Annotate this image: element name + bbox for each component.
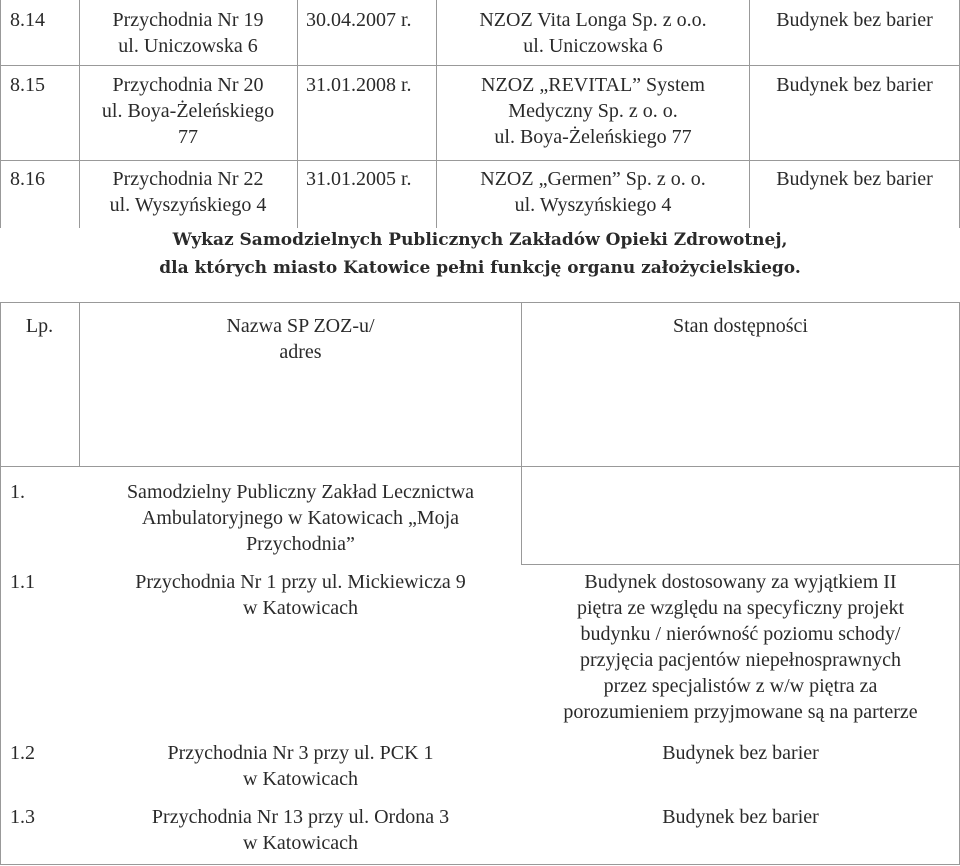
grid-line: [297, 0, 298, 228]
status-line: przyjęcia pacjentów niepełnosprawnych: [580, 649, 901, 671]
clinic-name-line: Przychodnia Nr 1 przy ul. Mickiewicza 9: [135, 571, 466, 593]
accessibility-status: Budynek bez barier: [776, 168, 933, 190]
clinic-name-line: Przychodnia Nr 20: [112, 74, 264, 96]
operator-name: [437, 7, 749, 59]
facility-name: [80, 479, 521, 557]
grid-line: [0, 466, 960, 467]
clinic-address-line: ul. Uniczowska 6: [118, 35, 258, 57]
clinic-name-line: Przychodnia Nr 19: [112, 9, 264, 31]
header-name: [80, 313, 521, 365]
clinic-name: [80, 7, 296, 59]
row-lp: 8.16: [10, 168, 45, 190]
grid-line: [0, 0, 1, 228]
grid-line: [0, 302, 960, 303]
row-lp: 1.: [10, 481, 25, 503]
grid-line: [521, 466, 522, 564]
row-date: 30.04.2007 r.: [306, 9, 412, 31]
row-lp: 1.3: [10, 806, 35, 828]
status-line: porozumieniem przyjmowane są na parterze: [563, 701, 918, 723]
clinic-city-line: w Katowicach: [243, 768, 358, 790]
clinic-name-line: Przychodnia Nr 13 przy ul. Ordona 3: [151, 806, 450, 828]
header-name-line: adres: [279, 341, 322, 363]
section-title: [0, 226, 960, 282]
row-date: 31.01.2005 r.: [306, 168, 412, 190]
row-date: 31.01.2008 r.: [306, 74, 412, 96]
section-title-line: dla których miasto Katowice pełni funkcję organu założycielskiego.: [159, 258, 801, 278]
header-status: Stan dostępności: [673, 315, 808, 337]
operator-name: [437, 166, 749, 218]
operator-address-line: ul. Wyszyńskiego 4: [514, 194, 672, 216]
operator-line: NZOZ „REVITAL” System: [481, 74, 705, 96]
status-line: przez specjalistów z w/w piętra za: [603, 675, 878, 697]
accessibility-status: Budynek bez barier: [662, 806, 819, 828]
facility-name-line: Przychodnia”: [246, 533, 355, 555]
operator-line: NZOZ Vita Longa Sp. z o.o.: [479, 9, 707, 31]
section-title-line: Wykaz Samodzielnych Publicznych Zakładów Opieki Zdrowotnej,: [172, 230, 788, 250]
row-lp: 1.2: [10, 742, 35, 764]
clinic-name: [80, 804, 521, 856]
operator-line: Medyczny Sp. z o. o.: [508, 100, 678, 122]
header-lp: Lp.: [25, 315, 54, 337]
clinic-name-line: Przychodnia Nr 22: [112, 168, 264, 190]
accessibility-status: Budynek bez barier: [776, 9, 933, 31]
operator-line: NZOZ „Germen” Sp. z o. o.: [480, 168, 706, 190]
clinic-name: [80, 72, 296, 150]
accessibility-status: Budynek bez barier: [776, 74, 933, 96]
row-lp: 8.15: [10, 74, 45, 96]
clinic-city-line: w Katowicach: [243, 832, 358, 854]
grid-line: [0, 65, 960, 66]
header-name-line: Nazwa SP ZOZ-u/: [226, 315, 375, 337]
accessibility-status: Budynek bez barier: [662, 742, 819, 764]
grid-line: [749, 0, 750, 228]
grid-line: [0, 160, 960, 161]
grid-line: [0, 864, 960, 865]
operator-address-line: ul. Boya-Żeleńskiego 77: [494, 126, 692, 148]
clinic-name-line: Przychodnia Nr 3 przy ul. PCK 1: [167, 742, 434, 764]
facility-name-line: Samodzielny Publiczny Zakład Lecznictwa: [126, 481, 475, 503]
clinic-name: [80, 740, 521, 792]
clinic-name: [80, 166, 296, 218]
row-lp: 8.14: [10, 9, 45, 31]
operator-name: [437, 72, 749, 150]
operator-address-line: ul. Uniczowska 6: [523, 35, 663, 57]
facility-name-line: Ambulatoryjnego w Katowicach „Moja: [141, 507, 460, 529]
row-lp: 1.1: [10, 571, 35, 593]
clinic-address-line: ul. Boya-Żeleńskiego: [101, 100, 275, 122]
clinic-city-line: w Katowicach: [243, 597, 358, 619]
status-line: Budynek dostosowany za wyjątkiem II: [584, 571, 897, 593]
accessibility-status: [522, 569, 959, 725]
clinic-address-line: 77: [178, 126, 198, 148]
status-line: piętra ze względu na specyficzny projekt: [576, 597, 905, 619]
clinic-name: [80, 569, 521, 621]
status-line: budynku / nierówność poziomu schody/: [580, 623, 901, 645]
clinic-address-line: ul. Wyszyńskiego 4: [109, 194, 267, 216]
grid-line: [521, 564, 960, 565]
grid-line: [0, 302, 1, 864]
